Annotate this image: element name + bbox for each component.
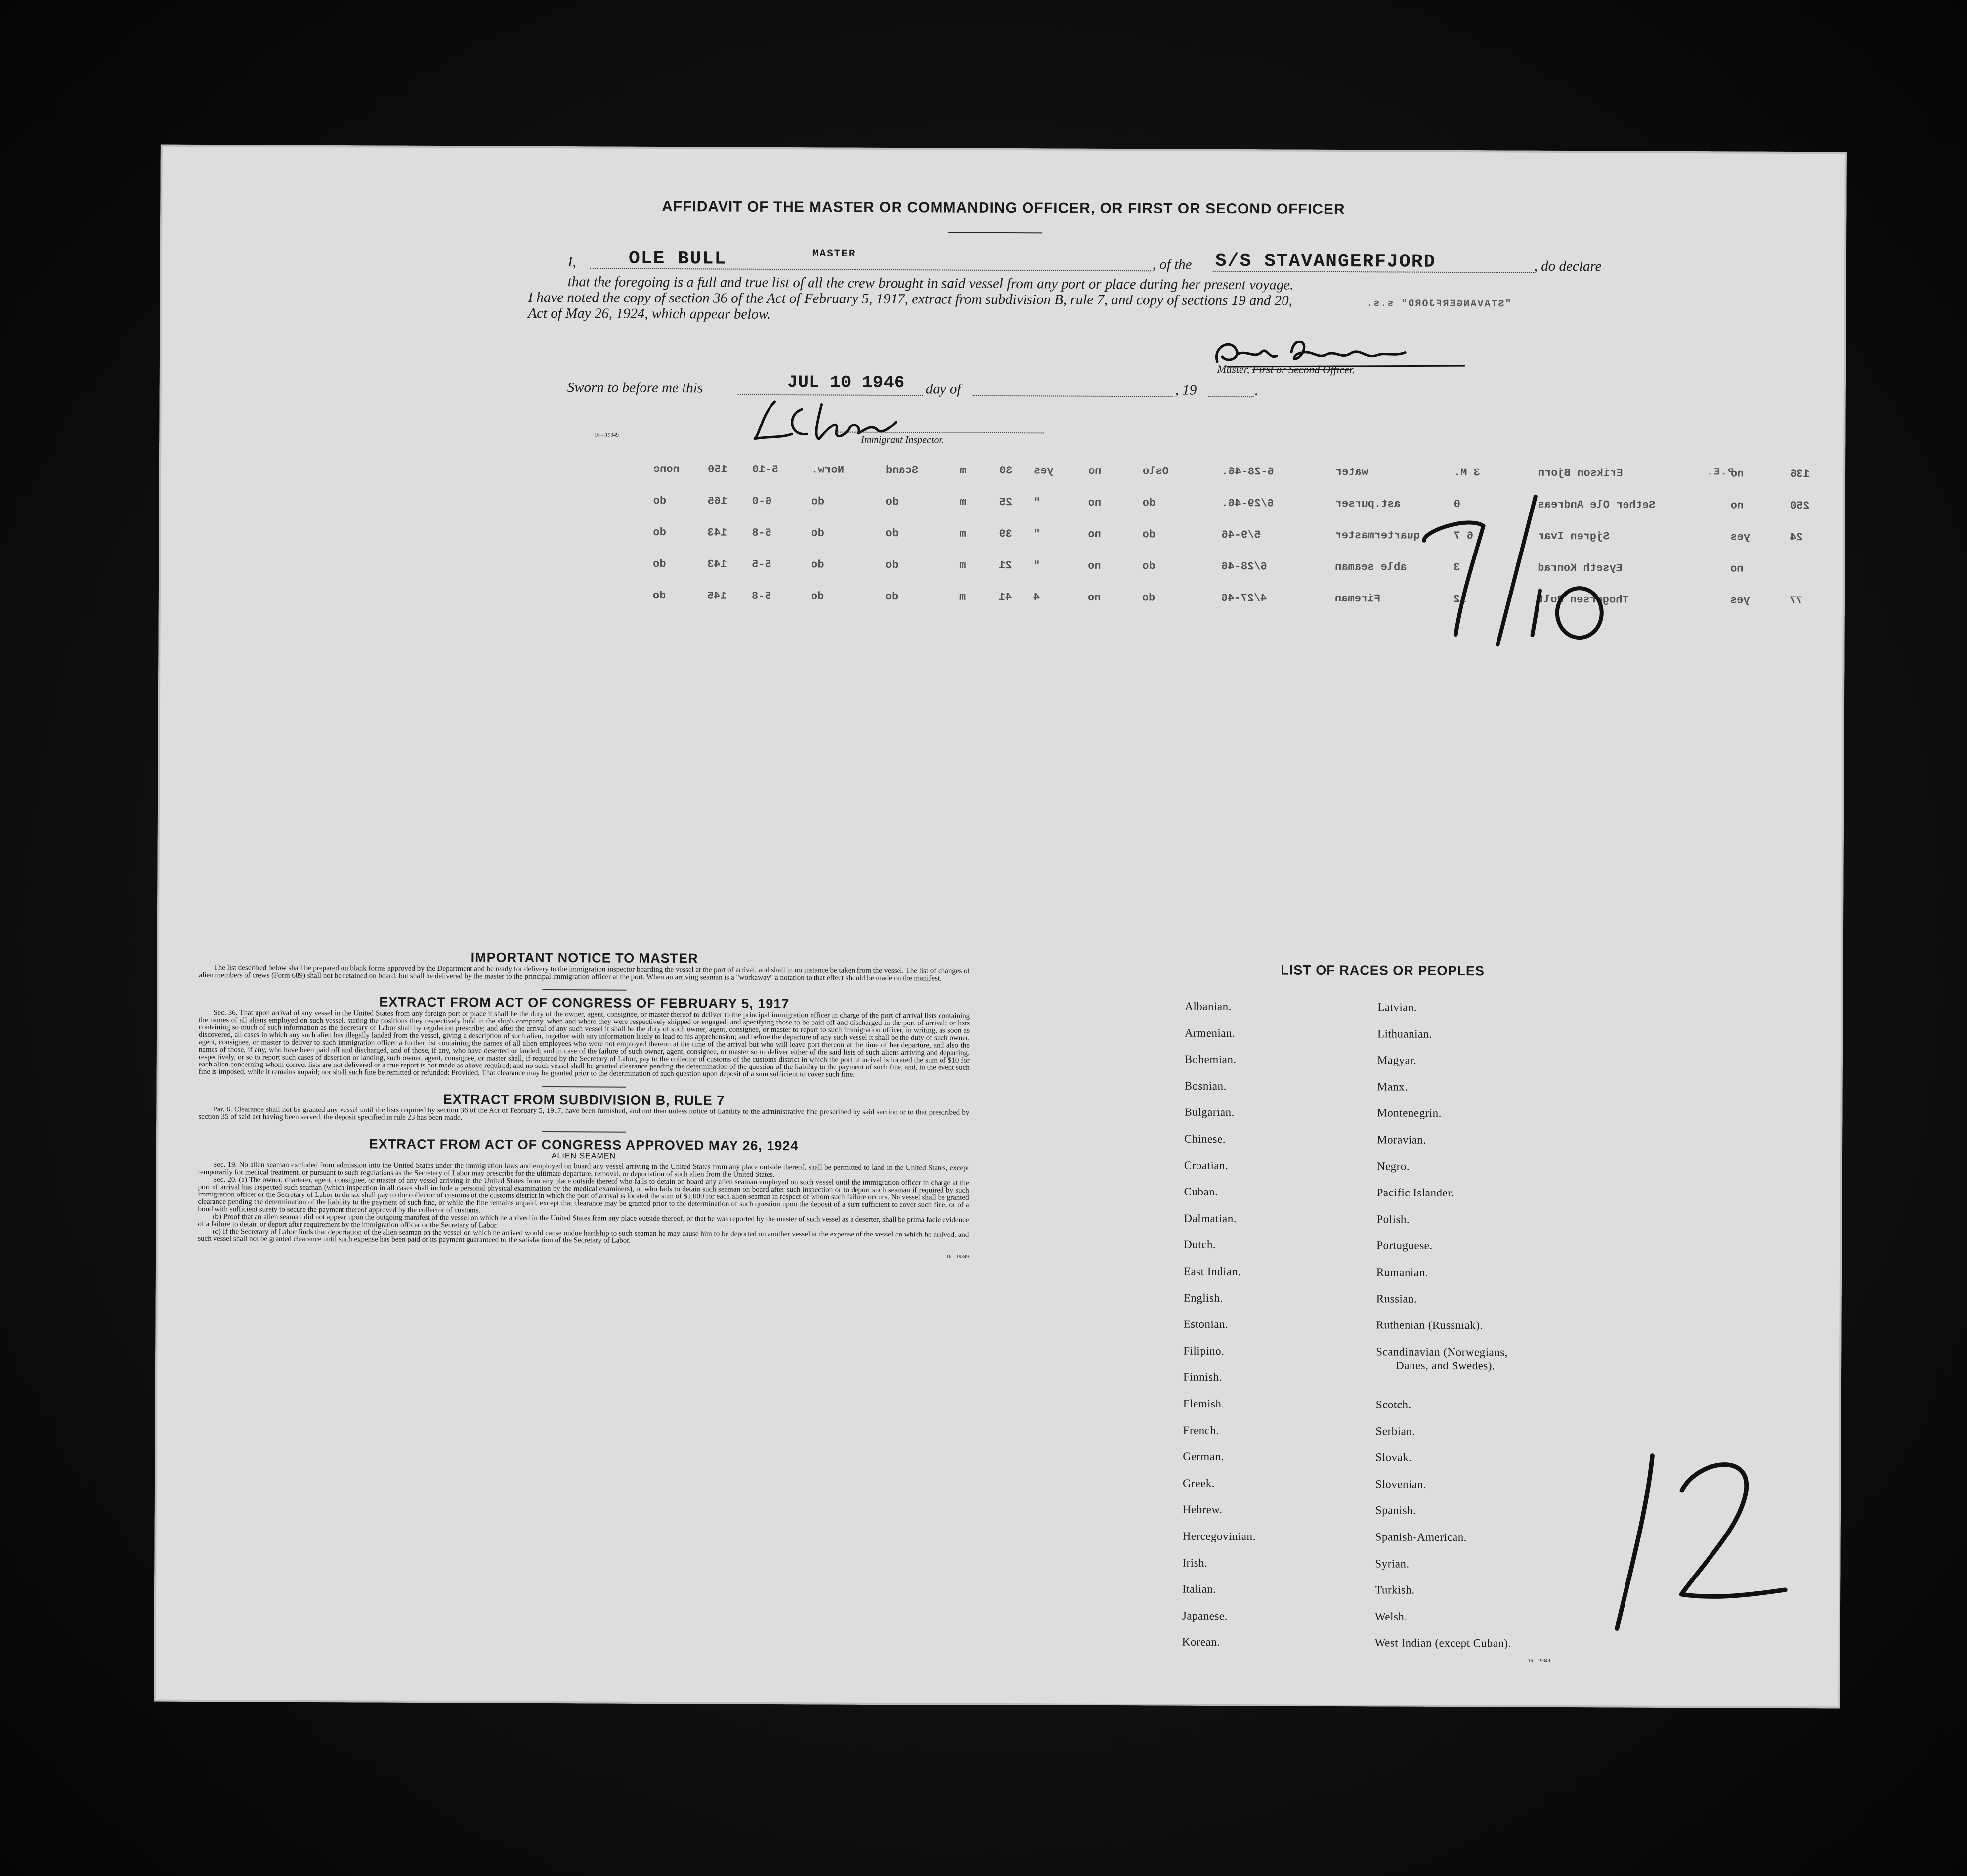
race-item: Cuban. <box>1184 1185 1218 1198</box>
bleed-crew-cell-num: 77 <box>1789 594 1803 607</box>
bleed-crew-cell-pe: no <box>1730 468 1744 480</box>
bleed-crew-cell-sex: m <box>959 591 966 603</box>
bleed-crew-cell-c1: no <box>1087 591 1101 604</box>
bleed-crew-cell-ht: 5-8 <box>751 590 771 602</box>
title-divider <box>948 232 1042 234</box>
vessel-name: S/S STAVANGERFJORD <box>1215 250 1436 273</box>
bleed-crew-cell-nation: Scand <box>885 464 919 477</box>
race-item: Filipino. <box>1183 1344 1225 1357</box>
race-item: Flemish. <box>1183 1397 1225 1410</box>
race-item: Dalmatian. <box>1184 1212 1237 1225</box>
bleed-crew-cell-name: Erikson Bjorn <box>1538 467 1623 480</box>
bleed-crew-cell-rank: 12 <box>1453 593 1467 606</box>
bleed-crew-cell-date: 5/9-46 <box>1221 528 1261 542</box>
bleed-crew-cell-num: 24 <box>1790 531 1803 544</box>
extract-rule7-body: Par. 6. Clearance shall not be granted any vessel until the lists required by section 36 of the Act of February 5, 1917, have been furnished, and not then unless notice of liability to the administrative fine prescribed by said section or to that prescribed by section 35 of said act having been served, the deposit specified in rule 23 has been made. <box>198 1106 970 1122</box>
race-item: Polish. <box>1376 1213 1410 1226</box>
race-item: Bosnian. <box>1184 1079 1227 1092</box>
affidavit-prefix: I, <box>567 254 576 270</box>
bleed-crew-cell-wt: 143 <box>707 526 727 539</box>
notice-divider <box>542 989 626 991</box>
race-item: Rumanian. <box>1376 1266 1428 1279</box>
bleed-crew-cell-place: do <box>1142 560 1155 573</box>
bleed-crew-cell-c2: " <box>1033 528 1040 541</box>
bleed-crew-cell-race: do <box>811 527 824 540</box>
race-item: Latvian. <box>1377 1001 1417 1014</box>
race-item: Portuguese. <box>1376 1239 1433 1252</box>
notice-form-number: 16—19349 <box>946 1254 969 1260</box>
race-item: Albanian. <box>1185 1000 1232 1013</box>
race-item: Estonian. <box>1183 1318 1229 1331</box>
role-end: . <box>1352 363 1355 376</box>
race-item: Greek. <box>1183 1477 1215 1490</box>
race-item: English. <box>1183 1291 1223 1304</box>
race-item: Bulgarian. <box>1184 1106 1235 1119</box>
master-name: OLE BULL <box>628 248 727 270</box>
bleed-crew-cell-sex: m <box>959 464 967 477</box>
bleed-crew-cell-marks: do <box>652 589 666 602</box>
bleed-crew-cell-position: Fireman <box>1334 592 1381 605</box>
race-item: Magyar. <box>1377 1054 1417 1066</box>
handwritten-fraction <box>1409 486 1626 655</box>
master-rank: MASTER <box>812 248 856 260</box>
race-item: Welsh. <box>1374 1610 1408 1623</box>
bleed-crew-cell-race: Norw. <box>811 464 845 476</box>
bleed-crew-cell-c1: no <box>1088 496 1102 509</box>
bleed-crew-cell-nation: do <box>885 527 898 540</box>
important-notice <box>198 950 970 1261</box>
bleed-crew-cell-position: quartermaster <box>1335 529 1420 542</box>
extract-1917-title: EXTRACT FROM ACT OF CONGRESS OF FEBRUARY 5, 1917 <box>379 994 790 1012</box>
sworn-end: . <box>1254 383 1259 399</box>
notice-body: The list described below shall be prepared on blank forms approved by the Department and be ready for delivery to the immigration inspector boarding the vessel at the port of arrival, and shall in no instance be taken from the vessel. The list of changes of alien members of crews (Form 689) shall not be retained on board, but shall be delivered by the master to the principal immigration officer at the port. When an arriving seaman is a "workaway" a notation to that effect should be made on the manifest. <box>199 964 970 982</box>
master-role <box>1217 363 1355 376</box>
affidavit-page <box>154 145 1847 1709</box>
bleed-crew-cell-c1: no <box>1088 465 1102 477</box>
race-item: Hebrew. <box>1182 1503 1223 1516</box>
role-prefix: Master, <box>1217 362 1250 376</box>
bleed-crew-cell-place: do <box>1142 592 1155 604</box>
bleed-crew-cell-ht: 5-5 <box>752 558 771 571</box>
race-item: Japanese. <box>1182 1609 1228 1622</box>
race-item: Scandinavian (Norwegians, <box>1376 1345 1508 1359</box>
race-item: Finnish. <box>1183 1371 1222 1384</box>
bleed-crew-cell-c2: " <box>1033 559 1040 572</box>
bleed-crew-cell-position: able seaman <box>1335 560 1407 574</box>
do-declare-label: , do declare <box>1534 258 1602 275</box>
race-item: Spanish. <box>1375 1504 1416 1517</box>
race-item: East Indian. <box>1183 1265 1241 1278</box>
bleed-crew-cell-c1: no <box>1088 528 1101 541</box>
form-number-top: 16—19349 <box>594 432 619 438</box>
handwritten-date-text <box>1424 486 1425 487</box>
bleed-crew-cell-marks: do <box>653 494 667 508</box>
extract-1924-title: EXTRACT FROM ACT OF CONGRESS APPROVED MAY 26, 1924 <box>369 1136 799 1153</box>
bleed-crew-cell-date: 4/27-46 <box>1221 592 1267 605</box>
race-item: Danes, and Swedes). <box>1396 1359 1496 1372</box>
bleed-crew-cell-age: 30 <box>999 464 1013 477</box>
extract-1924-sec19: Sec. 19. No alien seaman excluded from admission into the United States under the immigration laws and employed on board any vessel arriving in the United States from any place outside thereof, shall be permitted to land in the United States, except temporarily for medical treatment, or pursuant to such regulations as the Secretary of Labor may prescribe for the ultimate departure, removal, or deportation of such alien from the United States. <box>198 1161 969 1179</box>
race-item: Manx. <box>1377 1080 1408 1093</box>
extract-1924-sec20c: (c) If the Secretary of Labor finds that deportation of the alien seaman on the vessel on which he arrived would cause undue hardship to such seaman he may cause him to be deported on another vessel at the expense of the vessel on which he arrived, and such vessel shall not be granted clearance until such expense has been paid or its payment guaranteed to the satisfaction of the Secretary of Labor. <box>198 1228 969 1245</box>
bleed-through-stamp: "STAVANGERFJORD" s.s. <box>1366 298 1511 310</box>
bleed-crew-cell-marks: none <box>653 463 680 476</box>
bleed-crew-cell-rank: 6 7 <box>1454 529 1474 543</box>
race-item: Slovak. <box>1375 1451 1412 1464</box>
notice-title: IMPORTANT NOTICE TO MASTER <box>470 950 698 966</box>
race-item: Moravian. <box>1377 1133 1426 1146</box>
extract-rule7-title: EXTRACT FROM SUBDIVISION B, RULE 7 <box>443 1092 725 1108</box>
bleed-crew-cell-pe: no <box>1730 499 1744 512</box>
bleed-crew-cell-ht: 5-10 <box>752 463 778 476</box>
race-item: Syrian. <box>1375 1557 1410 1570</box>
bleed-crew-cell-position: ast.purser <box>1335 497 1401 511</box>
bleed-crew-cell-num: 250 <box>1790 499 1810 512</box>
race-item: French. <box>1183 1424 1219 1437</box>
race-item: West Indian (except Cuban). <box>1374 1636 1511 1650</box>
bleed-crew-cell-marks: do <box>653 557 666 571</box>
bleed-crew-cell-pe: no <box>1730 562 1744 575</box>
extract-divider <box>542 1086 626 1088</box>
bleed-crew-cell-c2: " <box>1033 496 1041 509</box>
bleed-crew-cell-date: 6/29-46. <box>1221 497 1274 510</box>
extract-1924-subtitle: ALIEN SEAMEN <box>551 1152 616 1161</box>
bleed-crew-cell-name: Sether Ole Andreas <box>1538 498 1656 512</box>
race-item: Ruthenian (Russniak). <box>1376 1319 1483 1332</box>
bleed-crew-cell-wt: 150 <box>707 463 727 476</box>
race-item: Bohemian. <box>1184 1053 1237 1066</box>
bleed-crew-cell-name: Eyseth Konrad <box>1538 561 1623 575</box>
affidavit-line-2: that the foregoing is a full and true list of all the crew brought in said vessel from any port or place during her present voyage. <box>567 274 1294 293</box>
bleed-crew-cell-age: 21 <box>999 559 1012 572</box>
bleed-crew-cell-c2: 4 <box>1033 591 1040 604</box>
bleed-crew-cell-rank: 0 <box>1454 498 1460 511</box>
race-item: Turkish. <box>1375 1583 1415 1596</box>
extract-1917-body: Sec. 36. That upon arrival of any vessel in the United States from any foreign port or place it shall be the duty of the owner, agent, consignee, or master thereof to deliver to the principal immigration officer in charge of the port of arrival lists containing the names of all aliens employed on such vessel, stating the positions they respectively hold in the ship's company, when and where they were respectively shipped or engaged, and specifying those to be paid off and discharged in the port of arrival; or lists containing so much of such information as the Secretary of Labor shall by regulation prescribe; and after the arrival of any such vessel it shall be the duty of such owner, agent, consignee, or master to report to such immigration officer, in writing, as soon as discovered, all cases in which any such alien has illegally landed from the vessel, giving a description of such alien, together with any information likely to lead to his apprehension; and before the departure of any such vessel it shall be the duty of such owner, agent, consignee, or master to deliver to such immigration officer a further list containing the names of all alien employees who were not employed thereon at the time of the arrival but who will leave port thereon at the time of her departure, and also the names of those, if any, who have been paid off and discharged, and of those, if any, who have deserted or landed; and in case of the failure of such owner, agent, consignee, or master so to deliver either of the said lists of such aliens arriving and departing, respectively, or so to report such cases of desertion or landing, such owner, agent, consignee, or master shall, if required by the Secretary of Labor, pay to the collector of customs of the customs district in which the port of arrival is located the sum of $10 for each alien concerning whom correct lists are not delivered or a true report is not made as above required; and no such vessel shall be granted clearance pending the determination of the question of the liability to the payment of such fine, and, in the event such fine is imposed, while it remains unpaid; nor shall such fine be remitted or refunded: Provided, That clearance may be granted prior to the determination of such question upon deposit of a sum sufficient to cover such fine. <box>198 1009 970 1079</box>
sworn-date: JUL 10 1946 <box>787 372 905 393</box>
race-item: Chinese. <box>1184 1132 1226 1145</box>
race-item: Pacific Islander. <box>1376 1186 1454 1199</box>
race-item: Russian. <box>1376 1292 1417 1305</box>
bleed-crew-cell-nation: do <box>885 558 898 572</box>
bleed-crew-cell-place: do <box>1142 528 1155 541</box>
bleed-crew-cell-c2: yes <box>1033 465 1054 477</box>
race-item: German. <box>1183 1450 1224 1463</box>
bleed-crew-cell-name: Sjgren Ivar <box>1538 530 1610 543</box>
race-item: Serbian. <box>1375 1424 1415 1438</box>
bleed-crew-cell-place: Oslo <box>1142 465 1169 478</box>
race-item: Slovenian. <box>1375 1478 1426 1491</box>
bleed-crew-cell-sex: m <box>959 527 966 540</box>
page-title: AFFIDAVIT OF THE MASTER OR COMMANDING OFFICER, OR FIRST OR SECOND OFFICER <box>662 198 1345 218</box>
bleed-crew-cell-rank: 3 <box>1454 561 1460 574</box>
bleed-crew-cell-age: 25 <box>999 496 1013 509</box>
bleed-crew-cell-pe: yes <box>1730 594 1750 607</box>
bleed-crew-cell-nation: do <box>885 590 898 603</box>
extract-divider <box>542 1131 626 1133</box>
bleed-crew-cell-date: 6-28-46. <box>1221 465 1274 478</box>
bleed-crew-cell-pe: yes <box>1730 531 1751 544</box>
race-item: Korean. <box>1182 1636 1220 1649</box>
day-of-label: day of <box>925 381 961 397</box>
race-item: Lithuanian. <box>1377 1027 1433 1040</box>
bleed-crew-row <box>159 461 1845 485</box>
race-item: Italian. <box>1182 1582 1216 1596</box>
bleed-header-pe: P.E. <box>1706 467 1734 478</box>
race-item: Negro. <box>1376 1159 1410 1173</box>
bleed-crew-cell-place: do <box>1142 497 1156 510</box>
race-item: Hercegovinian. <box>1182 1530 1256 1543</box>
bleed-crew-cell-date: 6/28-46 <box>1221 560 1267 573</box>
races-title: LIST OF RACES OR PEOPLES <box>1281 962 1485 979</box>
of-the-label: , of the <box>1152 256 1192 273</box>
bleed-crew-cell-age: 41 <box>998 591 1012 604</box>
race-item: Scotch. <box>1375 1398 1411 1411</box>
affidavit-line-3: I have noted the copy of section 36 of the Act of February 5, 1917, extract from subdivision B, rule 7, and copy of sections 19 and 20, <box>528 289 1292 309</box>
day-of-line <box>973 395 1173 397</box>
bleed-crew-cell-sex: m <box>959 496 967 509</box>
bleed-crew-cell-num: 136 <box>1790 468 1810 481</box>
bleed-crew-cell-race: do <box>811 558 824 571</box>
race-item: Spanish-American. <box>1375 1531 1467 1544</box>
race-item: Dutch. <box>1184 1238 1216 1251</box>
inspector-title: Immigrant Inspector. <box>861 434 944 446</box>
affidavit-line-4: Act of May 26, 1924, which appear below. <box>528 305 771 322</box>
bleed-crew-cell-marks: do <box>653 526 666 539</box>
race-item: Armenian. <box>1185 1026 1236 1039</box>
races-form-number: 16—19349 <box>1528 1658 1550 1663</box>
bleed-crew-cell-sex: m <box>959 559 966 572</box>
bleed-crew-cell-position: water <box>1335 466 1368 479</box>
bleed-crew-cell-race: do <box>811 590 824 603</box>
year-label: , 19 <box>1175 382 1197 398</box>
year-line <box>1208 396 1254 397</box>
bleed-crew-cell-wt: 145 <box>707 590 727 602</box>
bleed-crew-cell-ht: 6-0 <box>752 495 772 508</box>
role-struck: First or Second Officer <box>1252 363 1353 376</box>
bleed-crew-cell-rank: 3 M. <box>1454 466 1480 479</box>
bleed-crew-cell-wt: 165 <box>707 495 727 508</box>
handwritten-page-number <box>1587 1436 1796 1644</box>
bleed-crew-cell-c1: no <box>1088 559 1101 572</box>
race-item: Croatian. <box>1184 1159 1229 1172</box>
race-item: Irish. <box>1182 1556 1208 1569</box>
bleed-crew-cell-age: 39 <box>999 527 1012 541</box>
bleed-crew-cell-name: Thogersen Rolf <box>1537 593 1629 606</box>
extract-1924-sec20a: Sec. 20. (a) The owner, charterer, agent, consignee, or master of any vessel arriving in the United States from any place outside thereof who fails to detain on board any alien seaman employed on such vessel until the immigration officer in charge at the port of arrival has inspected such seaman (which inspection in all cases shall include a personal physical examination by the medical examiners), or who fails to detain such seaman on board after such inspection or to deport such seaman if required by such immigration officer or the Secretary of Labor to do so, shall pay to the collector of customs of the customs district in which the port of arrival is located the sum of $1,000 for each alien seaman in respect of whom such failure occurs. No vessel shall be granted clearance pending the determination of the liability to the payment of such fine, or while the fine remains unpaid, except that clearance may be granted prior to the determination of such question upon the deposit of a sum sufficient to cover such fine, or of a bond with sufficient surety to secure the payment thereof approved by the collector of customs. <box>198 1176 969 1215</box>
bleed-crew-cell-wt: 143 <box>707 558 727 571</box>
bleed-crew-cell-race: do <box>811 495 825 508</box>
extract-1924-sec20b: (b) Proof that an alien seaman did not appear upon the outgoing manifest of the vessel on which he arrived in the United States from any place outside thereof, or that he was reported by the master of such vessel as a deserter, shall be prima facie evidence of a failure to detain or deport after requirement by the immigration officer or the Secretary of Labor. <box>198 1213 969 1230</box>
bleed-crew-cell-ht: 5-8 <box>752 526 772 539</box>
race-item: Montenegrin. <box>1377 1107 1442 1120</box>
sworn-label: Sworn to before me this <box>567 380 703 396</box>
bleed-crew-cell-nation: do <box>885 495 899 509</box>
